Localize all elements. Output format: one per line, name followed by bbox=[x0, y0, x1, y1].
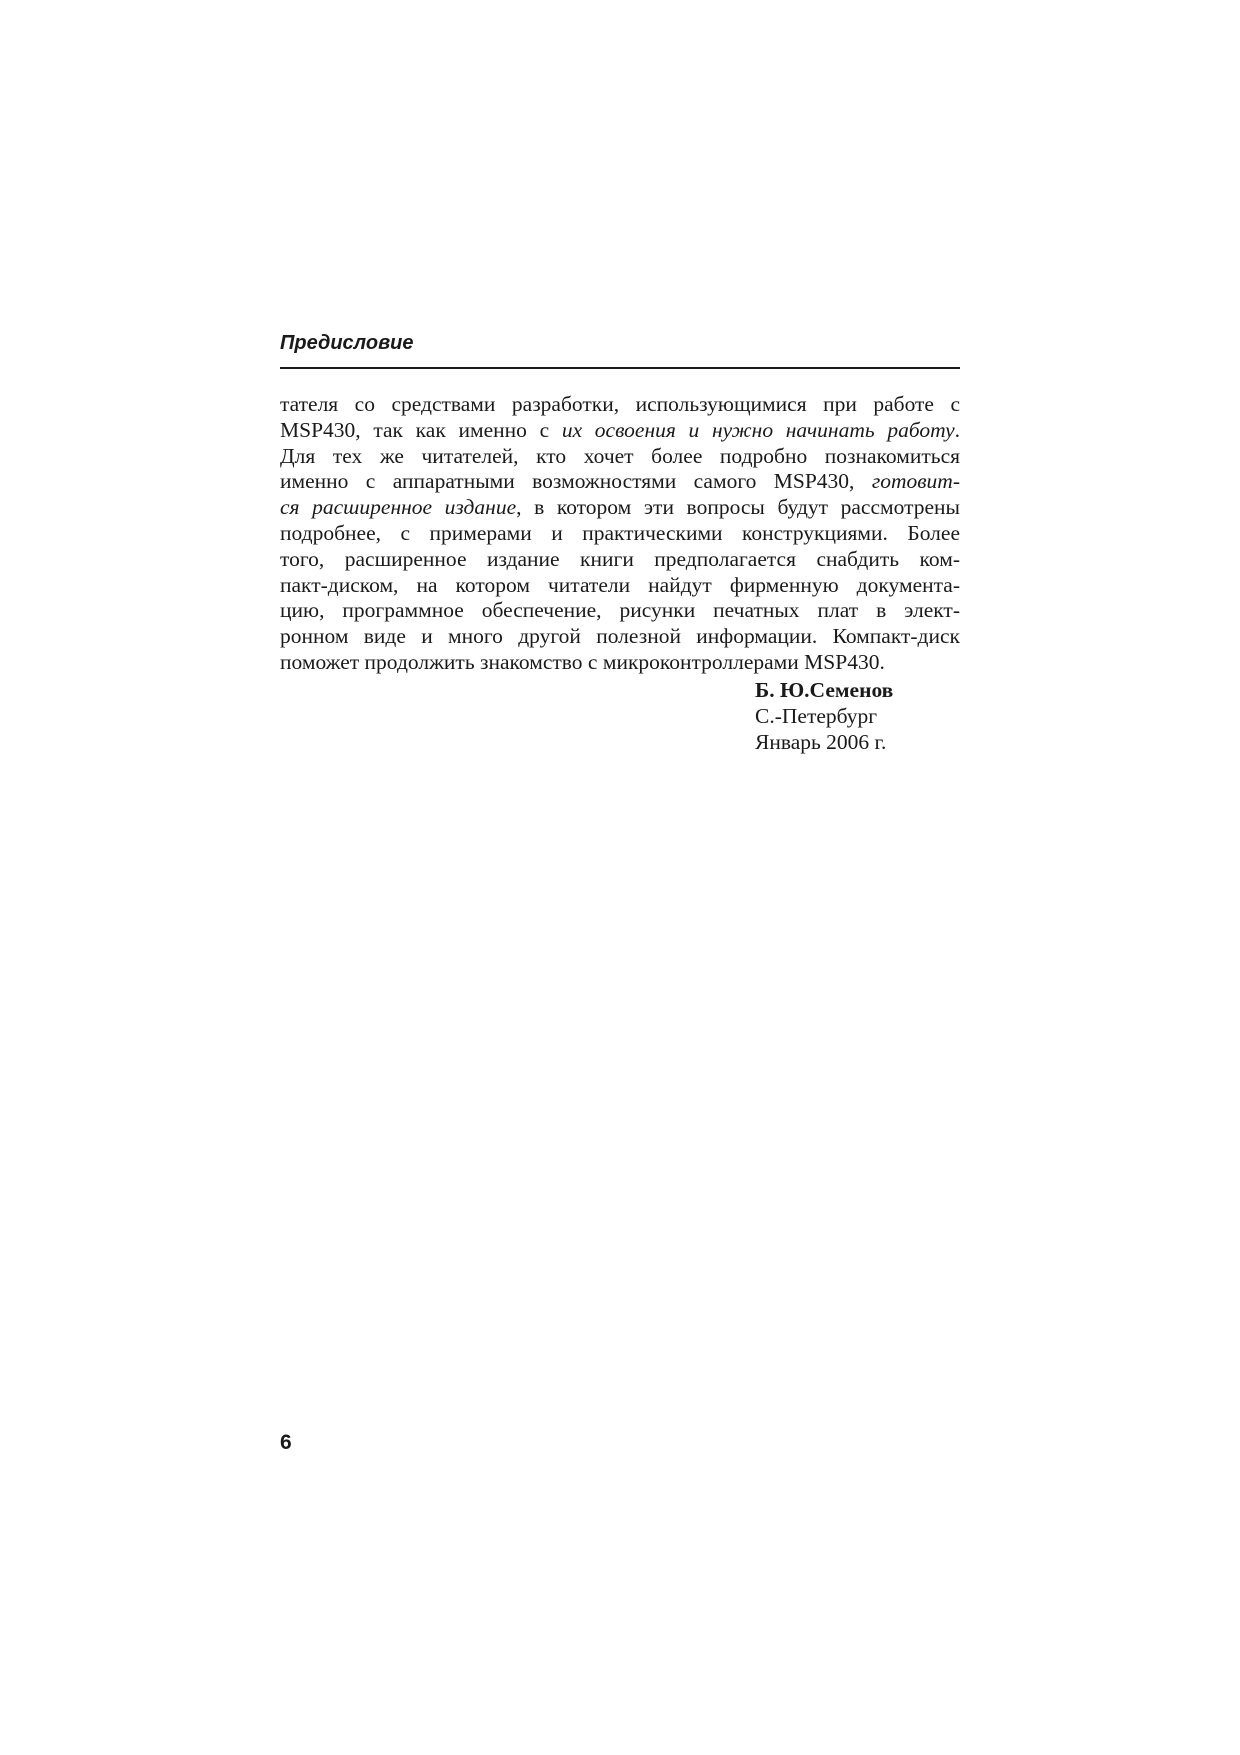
text-run: . bbox=[954, 417, 961, 442]
page-number: 6 bbox=[280, 1431, 292, 1454]
italic-phrase: их освоения и нужно начинать работу bbox=[561, 417, 955, 442]
body-paragraph bbox=[280, 392, 960, 676]
text-run: именно с аппаратными возможностями самого MSP430, bbox=[280, 469, 872, 494]
author-name: Б. Ю.Семенов bbox=[755, 678, 894, 702]
text-line bbox=[280, 418, 960, 444]
text-line bbox=[280, 444, 960, 470]
text-run: поможет продолжить знакомство с микроконтроллерами MSP430. bbox=[280, 649, 885, 674]
header-rule bbox=[280, 367, 960, 369]
italic-phrase: готовит- bbox=[871, 469, 960, 494]
text-run: , в котором эти вопросы будут рассмотрены bbox=[516, 495, 960, 520]
text-run: Для тех же читателей, кто хочет более подробно познакомиться bbox=[280, 443, 960, 468]
text-line bbox=[280, 624, 960, 650]
text-line bbox=[280, 495, 960, 521]
text-run: цию, программное обеспечение, рисунки печатных плат в элект- bbox=[280, 598, 960, 623]
text-line bbox=[280, 469, 960, 495]
signature-place: С.-Петербург bbox=[755, 704, 878, 728]
text-run: подробнее, с примерами и практическими конструкциями. Более bbox=[280, 520, 960, 545]
signature-date: Январь 2006 г. bbox=[755, 730, 887, 754]
text-line bbox=[280, 547, 960, 573]
running-head: Предисловие bbox=[280, 332, 414, 354]
text-line bbox=[280, 573, 960, 599]
text-run: пакт-диском, на котором читатели найдут фирменную документа- bbox=[280, 572, 960, 597]
italic-phrase: ся расширенное издание bbox=[280, 495, 517, 520]
text-line bbox=[280, 521, 960, 547]
text-line bbox=[280, 392, 960, 418]
text-run: MSP430, так как именно с bbox=[280, 417, 562, 442]
text-line bbox=[280, 650, 960, 676]
text-line bbox=[280, 598, 960, 624]
text-run: того, расширенное издание книги предполагается снабдить ком- bbox=[280, 546, 960, 571]
signature-block bbox=[755, 677, 893, 755]
text-run: тателя со средствами разработки, использующимися при работе с bbox=[280, 392, 960, 416]
text-run: ронном виде и много другой полезной информации. Компакт-диск bbox=[280, 624, 960, 649]
